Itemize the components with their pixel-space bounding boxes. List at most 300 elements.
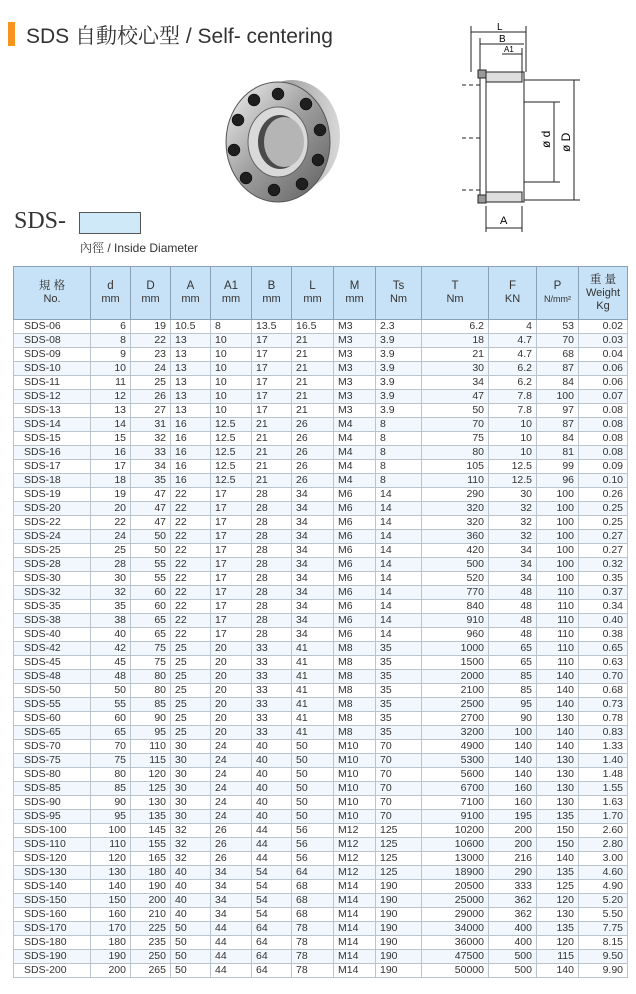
table-cell: 770: [422, 586, 489, 600]
table-cell: 140: [537, 852, 579, 866]
table-cell: 26: [292, 446, 334, 460]
table-cell: SDS-19: [14, 488, 91, 502]
table-cell: 8.15: [579, 936, 628, 950]
table-cell: 10600: [422, 838, 489, 852]
table-cell: M4: [334, 460, 376, 474]
table-cell: 9100: [422, 810, 489, 824]
table-cell: 70: [376, 796, 422, 810]
table-cell: 14: [376, 586, 422, 600]
table-cell: 13000: [422, 852, 489, 866]
table-cell: 70: [376, 768, 422, 782]
table-cell: 18: [91, 474, 131, 488]
column-unit: Weight Kg: [585, 286, 621, 312]
table-cell: 22: [171, 600, 211, 614]
table-cell: 12.5: [489, 460, 537, 474]
table-cell: 17: [252, 348, 292, 362]
table-cell: 40: [171, 880, 211, 894]
table-cell: 44: [252, 852, 292, 866]
table-cell: 70: [376, 754, 422, 768]
table-cell: 32: [489, 516, 537, 530]
table-cell: SDS-120: [14, 852, 91, 866]
table-cell: 34: [131, 460, 171, 474]
table-cell: 28: [252, 516, 292, 530]
table-cell: 9: [91, 348, 131, 362]
table-cell: 28: [252, 614, 292, 628]
table-cell: 0.08: [579, 432, 628, 446]
table-cell: 50: [171, 964, 211, 978]
table-cell: 50: [292, 768, 334, 782]
table-cell: 120: [537, 894, 579, 908]
table-cell: 22: [171, 572, 211, 586]
table-cell: 65: [131, 614, 171, 628]
table-cell: 41: [292, 684, 334, 698]
column-label: A1: [223, 280, 239, 292]
table-cell: 3.9: [376, 390, 422, 404]
table-cell: 0.03: [579, 334, 628, 348]
table-cell: 34000: [422, 922, 489, 936]
table-cell: 22: [171, 558, 211, 572]
table-cell: 24: [211, 796, 252, 810]
table-cell: M14: [334, 936, 376, 950]
table-cell: 70: [376, 810, 422, 824]
table-cell: 2700: [422, 712, 489, 726]
table-row: [14, 684, 628, 698]
table-row: [14, 530, 628, 544]
table-cell: 2500: [422, 698, 489, 712]
table-cell: M3: [334, 348, 376, 362]
table-cell: 34: [211, 894, 252, 908]
table-cell: 25: [171, 684, 211, 698]
table-cell: 0.40: [579, 614, 628, 628]
table-cell: 500: [489, 964, 537, 978]
table-cell: 28: [252, 488, 292, 502]
table-cell: 10: [211, 404, 252, 418]
title-accent-bar: [8, 22, 15, 46]
table-cell: 333: [489, 880, 537, 894]
table-cell: 140: [489, 768, 537, 782]
table-cell: 99: [537, 460, 579, 474]
table-cell: 40: [171, 908, 211, 922]
table-cell: 35: [376, 684, 422, 698]
table-cell: 17: [211, 558, 252, 572]
table-cell: 68: [292, 894, 334, 908]
table-cell: 28: [252, 628, 292, 642]
table-cell: 165: [131, 852, 171, 866]
table-cell: 17: [211, 586, 252, 600]
table-cell: 210: [131, 908, 171, 922]
table-cell: 100: [537, 390, 579, 404]
table-cell: 200: [489, 824, 537, 838]
column-label: B: [267, 280, 276, 292]
table-cell: 130: [537, 754, 579, 768]
table-cell: 34: [292, 586, 334, 600]
table-cell: 40: [91, 628, 131, 642]
table-cell: 50: [131, 544, 171, 558]
table-cell: 100: [489, 726, 537, 740]
table-cell: 50: [292, 796, 334, 810]
table-cell: 10.5: [171, 320, 211, 334]
column-label: d: [107, 280, 114, 292]
table-cell: 24: [211, 782, 252, 796]
table-row: [14, 376, 628, 390]
table-cell: 75: [131, 642, 171, 656]
table-cell: 34: [292, 614, 334, 628]
table-cell: 45: [91, 656, 131, 670]
table-cell: 68: [537, 348, 579, 362]
table-cell: 8: [376, 474, 422, 488]
table-cell: 12.5: [489, 474, 537, 488]
table-cell: 14: [91, 418, 131, 432]
table-cell: 14: [376, 544, 422, 558]
table-cell: SDS-30: [14, 572, 91, 586]
table-cell: SDS-170: [14, 922, 91, 936]
table-row: [14, 460, 628, 474]
table-cell: 14: [376, 558, 422, 572]
table-cell: M14: [334, 950, 376, 964]
table-cell: 140: [489, 754, 537, 768]
table-cell: 140: [537, 684, 579, 698]
table-cell: 100: [537, 516, 579, 530]
table-cell: 80: [422, 446, 489, 460]
table-cell: 14: [376, 488, 422, 502]
dim-label-A1: A1: [504, 45, 514, 54]
table-cell: 14: [376, 572, 422, 586]
table-cell: 910: [422, 614, 489, 628]
table-cell: 33: [252, 684, 292, 698]
table-cell: 0.25: [579, 502, 628, 516]
table-cell: 26: [211, 824, 252, 838]
table-cell: 70: [376, 740, 422, 754]
table-cell: M8: [334, 726, 376, 740]
table-cell: 17: [252, 334, 292, 348]
column-unit: mm: [345, 293, 364, 305]
table-cell: 6.2: [489, 362, 537, 376]
table-cell: 96: [537, 474, 579, 488]
table-cell: 2.80: [579, 838, 628, 852]
table-cell: 21: [292, 362, 334, 376]
table-cell: 8: [376, 432, 422, 446]
table-cell: 24: [131, 362, 171, 376]
table-cell: SDS-150: [14, 894, 91, 908]
table-cell: 50: [171, 950, 211, 964]
product-image: [200, 66, 350, 216]
table-cell: 100: [537, 572, 579, 586]
table-cell: 16: [171, 474, 211, 488]
table-cell: 150: [91, 894, 131, 908]
table-cell: M6: [334, 530, 376, 544]
table-cell: 21: [292, 390, 334, 404]
table-cell: 28: [252, 558, 292, 572]
table-cell: SDS-180: [14, 936, 91, 950]
page-title: SDS 自動校心型 / Self- centering: [26, 25, 333, 48]
table-cell: 65: [91, 726, 131, 740]
table-cell: 100: [537, 488, 579, 502]
table-cell: 22: [91, 516, 131, 530]
table-cell: M3: [334, 376, 376, 390]
column-header-9: [422, 267, 489, 320]
table-cell: 22: [171, 488, 211, 502]
table-cell: 150: [537, 838, 579, 852]
table-cell: 21: [252, 432, 292, 446]
table-cell: SDS-28: [14, 558, 91, 572]
table-cell: 190: [376, 922, 422, 936]
table-cell: 78: [292, 936, 334, 950]
table-cell: 105: [422, 460, 489, 474]
table-cell: M6: [334, 502, 376, 516]
table-cell: 0.83: [579, 726, 628, 740]
table-cell: 10: [211, 376, 252, 390]
table-cell: 48: [489, 586, 537, 600]
table-cell: 40: [252, 796, 292, 810]
table-cell: 100: [537, 558, 579, 572]
table-row: [14, 796, 628, 810]
table-cell: 11: [91, 376, 131, 390]
table-cell: 95: [131, 726, 171, 740]
table-cell: 50000: [422, 964, 489, 978]
table-cell: 33: [252, 642, 292, 656]
table-cell: 120: [91, 852, 131, 866]
table-cell: 21: [252, 418, 292, 432]
table-cell: 12.5: [211, 418, 252, 432]
column-header-12: [579, 267, 628, 320]
table-cell: 44: [211, 964, 252, 978]
table-cell: 28: [252, 600, 292, 614]
table-cell: M12: [334, 852, 376, 866]
table-cell: 0.70: [579, 670, 628, 684]
table-cell: SDS-200: [14, 964, 91, 978]
column-label: M: [349, 280, 360, 292]
table-cell: 17: [252, 376, 292, 390]
table-cell: SDS-130: [14, 866, 91, 880]
table-cell: 13: [171, 362, 211, 376]
table-row: [14, 698, 628, 712]
table-header-row: [14, 267, 628, 320]
table-cell: 110: [537, 642, 579, 656]
column-label: F: [508, 280, 517, 292]
table-cell: 400: [489, 936, 537, 950]
table-cell: 55: [91, 698, 131, 712]
table-cell: 33: [131, 446, 171, 460]
table-cell: M14: [334, 880, 376, 894]
table-cell: 4.90: [579, 880, 628, 894]
table-cell: 1.40: [579, 754, 628, 768]
table-cell: 33: [252, 670, 292, 684]
table-cell: 110: [422, 474, 489, 488]
table-cell: 135: [537, 866, 579, 880]
table-cell: 19: [131, 320, 171, 334]
table-cell: 54: [252, 908, 292, 922]
table-cell: 6: [91, 320, 131, 334]
spec-table: [13, 266, 628, 978]
column-header-11: [537, 267, 579, 320]
table-cell: 0.68: [579, 684, 628, 698]
table-cell: 25: [171, 698, 211, 712]
table-cell: SDS-09: [14, 348, 91, 362]
table-cell: 190: [376, 880, 422, 894]
table-cell: 190: [131, 880, 171, 894]
table-cell: 3.9: [376, 362, 422, 376]
table-cell: 65: [131, 628, 171, 642]
table-cell: 0.73: [579, 698, 628, 712]
table-cell: M4: [334, 474, 376, 488]
table-cell: 195: [489, 810, 537, 824]
table-cell: 20: [91, 502, 131, 516]
table-cell: 10: [489, 432, 537, 446]
table-cell: SDS-16: [14, 446, 91, 460]
table-cell: M6: [334, 544, 376, 558]
table-cell: 17: [211, 614, 252, 628]
column-unit: mm: [262, 293, 281, 305]
table-cell: 34: [292, 544, 334, 558]
table-cell: 0.09: [579, 460, 628, 474]
table-cell: M14: [334, 922, 376, 936]
table-cell: 320: [422, 516, 489, 530]
table-cell: 0.27: [579, 530, 628, 544]
column-header-7: [334, 267, 376, 320]
table-cell: M3: [334, 390, 376, 404]
table-cell: 4900: [422, 740, 489, 754]
table-cell: M10: [334, 768, 376, 782]
table-cell: 34: [211, 880, 252, 894]
table-cell: 48: [91, 670, 131, 684]
table-cell: 33: [252, 726, 292, 740]
table-row: [14, 726, 628, 740]
table-cell: 17: [211, 502, 252, 516]
table-cell: M6: [334, 488, 376, 502]
table-cell: 35: [376, 656, 422, 670]
table-cell: 216: [489, 852, 537, 866]
table-cell: 10: [211, 334, 252, 348]
table-cell: 30: [171, 740, 211, 754]
table-cell: 0.27: [579, 544, 628, 558]
table-cell: M10: [334, 740, 376, 754]
table-cell: 25: [171, 642, 211, 656]
table-cell: 500: [422, 558, 489, 572]
table-cell: 1.63: [579, 796, 628, 810]
column-header-8: [376, 267, 422, 320]
table-cell: 160: [489, 782, 537, 796]
table-cell: 30: [171, 782, 211, 796]
table-cell: 55: [131, 558, 171, 572]
table-cell: 90: [489, 712, 537, 726]
table-cell: 110: [537, 600, 579, 614]
table-cell: SDS-08: [14, 334, 91, 348]
table-cell: M10: [334, 782, 376, 796]
table-cell: 47: [131, 488, 171, 502]
inside-diameter-input[interactable]: [79, 212, 141, 234]
dim-label-B: B: [499, 34, 506, 45]
table-cell: 25000: [422, 894, 489, 908]
table-cell: 8: [376, 460, 422, 474]
table-cell: 20: [211, 698, 252, 712]
table-cell: 26: [211, 838, 252, 852]
table-cell: 0.63: [579, 656, 628, 670]
table-cell: 50: [292, 754, 334, 768]
table-cell: 28: [252, 502, 292, 516]
table-cell: 140: [537, 964, 579, 978]
table-cell: 8: [376, 418, 422, 432]
table-cell: 110: [91, 838, 131, 852]
table-cell: 28: [252, 586, 292, 600]
table-cell: 54: [252, 880, 292, 894]
table-cell: M6: [334, 628, 376, 642]
table-cell: SDS-48: [14, 670, 91, 684]
table-cell: 200: [131, 894, 171, 908]
table-cell: 16: [91, 446, 131, 460]
table-cell: SDS-50: [14, 684, 91, 698]
table-cell: 21: [422, 348, 489, 362]
table-cell: 125: [537, 880, 579, 894]
table-cell: 21: [292, 348, 334, 362]
table-cell: 170: [91, 922, 131, 936]
table-cell: SDS-25: [14, 544, 91, 558]
table-cell: 17: [252, 404, 292, 418]
table-cell: 32: [131, 432, 171, 446]
table-cell: 3.9: [376, 348, 422, 362]
table-cell: 0.38: [579, 628, 628, 642]
table-cell: 13: [171, 390, 211, 404]
table-cell: 14: [376, 516, 422, 530]
table-cell: SDS-40: [14, 628, 91, 642]
table-cell: 12.5: [211, 474, 252, 488]
table-cell: 56: [292, 824, 334, 838]
table-cell: 95: [91, 810, 131, 824]
table-cell: 13: [171, 348, 211, 362]
table-cell: 12: [91, 390, 131, 404]
table-cell: 84: [537, 376, 579, 390]
table-row: [14, 628, 628, 642]
table-cell: 17: [211, 516, 252, 530]
table-cell: M6: [334, 600, 376, 614]
table-cell: 125: [376, 838, 422, 852]
table-cell: 362: [489, 908, 537, 922]
table-cell: 180: [131, 866, 171, 880]
table-cell: 24: [211, 740, 252, 754]
dim-label-d: ø d: [539, 130, 553, 148]
table-cell: 40: [171, 894, 211, 908]
table-cell: M10: [334, 810, 376, 824]
table-cell: 28: [252, 530, 292, 544]
table-cell: 22: [171, 516, 211, 530]
table-cell: 3.9: [376, 404, 422, 418]
table-cell: 120: [537, 936, 579, 950]
table-cell: 140: [91, 880, 131, 894]
table-row: [14, 670, 628, 684]
column-unit: N/mm²: [544, 294, 571, 304]
table-cell: 2.60: [579, 824, 628, 838]
table-cell: 68: [292, 908, 334, 922]
table-cell: 420: [422, 544, 489, 558]
table-cell: 160: [489, 796, 537, 810]
table-cell: 32: [489, 530, 537, 544]
column-label: T: [451, 280, 459, 292]
table-cell: 17: [211, 600, 252, 614]
table-cell: 34: [422, 376, 489, 390]
table-cell: 64: [252, 950, 292, 964]
table-cell: 60: [131, 586, 171, 600]
table-cell: 12.5: [211, 432, 252, 446]
table-cell: 265: [131, 964, 171, 978]
table-cell: M8: [334, 656, 376, 670]
table-cell: 190: [376, 908, 422, 922]
table-cell: 55: [131, 572, 171, 586]
table-cell: SDS-22: [14, 516, 91, 530]
table-cell: 47: [422, 390, 489, 404]
table-cell: 23: [131, 348, 171, 362]
table-cell: 13: [91, 404, 131, 418]
table-cell: SDS-70: [14, 740, 91, 754]
table-cell: SDS-80: [14, 768, 91, 782]
